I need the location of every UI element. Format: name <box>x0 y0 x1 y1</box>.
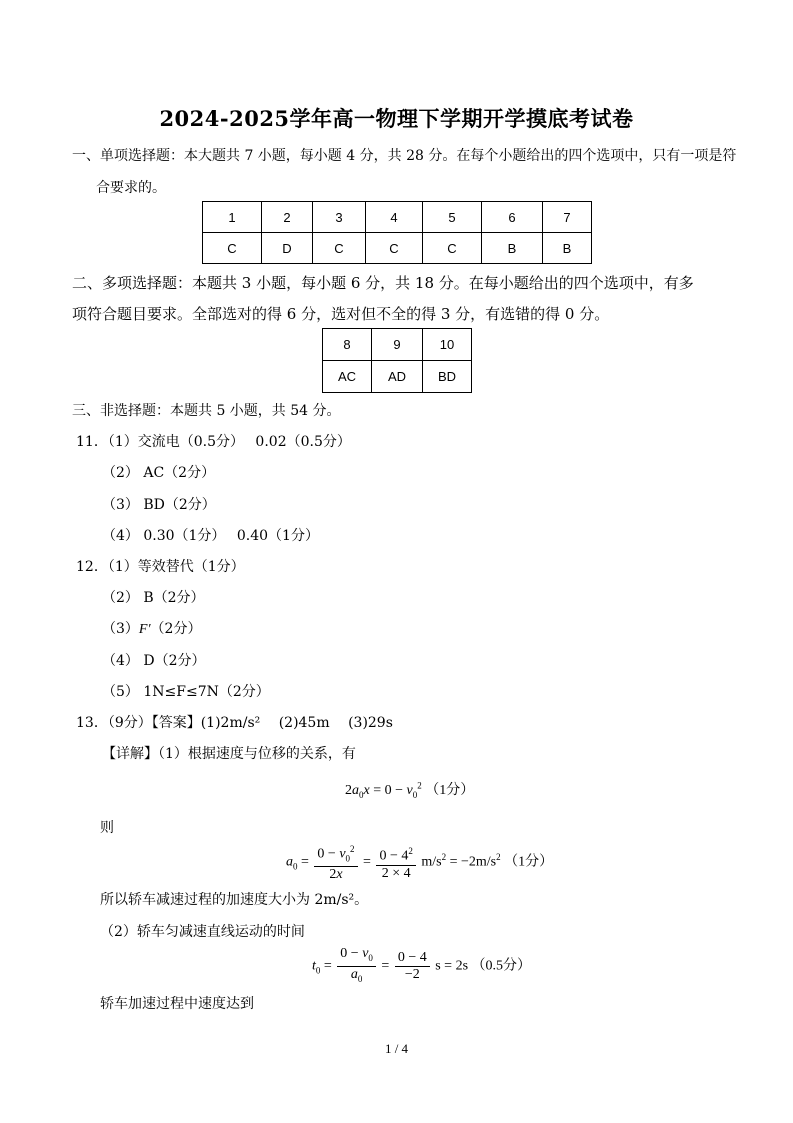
fraction: $\frac{0 - v_0}{a_0}$ <box>337 946 376 987</box>
table-cell: AC <box>323 361 372 393</box>
section3-heading: 三、非选择题：本题共 5 小题，共 54 分。 <box>72 403 341 419</box>
q13-accel-text: 轿车加速过程中速度达到 <box>100 996 254 1012</box>
table-cell: C <box>313 233 366 264</box>
q12-part1: 12．（1）等效替代（1分） <box>76 559 245 575</box>
table-cell: 8 <box>323 329 372 361</box>
table-row-answers <box>203 233 592 264</box>
table-cell: 5 <box>423 202 482 233</box>
section2-instructions-line2: 项符合题目要求。全部选对的得 6 分，选对但不全的得 3 分，有选错的得 0 分。 <box>72 305 610 323</box>
q13-part2-intro: （2）轿车匀减速直线运动的时间 <box>100 924 305 940</box>
page-title: 2024-2025学年高一物理下学期开学摸底考试卷 <box>159 106 634 131</box>
fraction: $\frac{0 - v_0^2}{2x}$ <box>314 841 357 883</box>
table-cell: AD <box>372 361 423 393</box>
page-number: 1 / 4 <box>384 1041 409 1056</box>
table-cell: B <box>543 233 592 264</box>
q11-part1: 11．（1）交流电（0.5分） 0.02（0.5分） <box>76 434 351 450</box>
table-cell: B <box>482 233 543 264</box>
q12-part2: （2） B（2分） <box>102 590 205 606</box>
multi-choice-answer-table <box>322 328 472 393</box>
table-cell: 6 <box>482 202 543 233</box>
q13-conclusion: 所以轿车减速过程的加速度大小为 2m/s²。 <box>100 892 369 908</box>
fraction: $\frac{0 - 4^2}{2 \times 4}$ <box>376 843 415 882</box>
then-label: 则 <box>100 820 114 836</box>
equation-1-body: $2a_0x = 0 - v_0^2$ <box>345 780 422 800</box>
table-cell: 3 <box>313 202 366 233</box>
q12-part3-score: （2分） <box>150 621 202 637</box>
q12-part4: （4） D（2分） <box>102 653 206 669</box>
table-cell: BD <box>423 361 472 393</box>
section1-instructions-line1: 一、单项选择题：本大题共 7 小题，每小题 4 分，共 28 分。在每个小题给出的四个选项中，只有一项是符 <box>72 148 737 164</box>
section2-instructions-line1: 二、多项选择题：本题共 3 小题，每小题 6 分，共 18 分。在每小题给出的四个选项中，有多 <box>72 274 694 292</box>
table-cell: 2 <box>262 202 313 233</box>
table-cell: C <box>203 233 262 264</box>
table-row-numbers <box>323 329 472 361</box>
table-cell: 10 <box>423 329 472 361</box>
table-cell: 9 <box>372 329 423 361</box>
table-cell: D <box>262 233 313 264</box>
q11-part3: （3） BD（2分） <box>102 497 216 513</box>
q13-answer-line: 13．（9分）【答案】(1)2m/s² (2)45m (3)29s <box>76 715 393 731</box>
table-cell: 7 <box>543 202 592 233</box>
single-choice-answer-table <box>202 201 592 264</box>
equation-2: $a_0$ = $\frac{0 - v_0^2}{2x}$ = $\frac{0 - 4^2}{2 \times 4}$ $m/s^2 = -2m/s^2$ （1分） <box>286 841 553 883</box>
q12-part5: （5） 1N≤F≤7N（2分） <box>102 684 270 700</box>
table-row-numbers <box>203 202 592 233</box>
equation-2-score: （1分） <box>504 854 554 870</box>
fraction: $\frac{0 - 4}{-2}$ <box>395 950 430 983</box>
table-cell: 4 <box>366 202 423 233</box>
equation-3: $t_0$ = $\frac{0 - v_0}{a_0}$ = $\frac{0 - 4}{-2}$ s = 2s （0.5分） <box>312 946 531 987</box>
q12-part3 <box>102 618 201 638</box>
table-cell: C <box>423 233 482 264</box>
equation-1-score: （1分） <box>425 783 475 798</box>
q13-detail-intro: 【详解】（1）根据速度与位移的关系，有 <box>102 746 356 762</box>
q11-part4: （4） 0.30（1分） 0.40（1分） <box>102 528 319 544</box>
table-cell: C <box>366 233 423 264</box>
q12-part3-variable: F′ <box>138 622 151 637</box>
q12-part3-label: （3） <box>102 621 139 637</box>
section1-instructions-line2: 合要求的。 <box>96 180 166 196</box>
table-cell: 1 <box>203 202 262 233</box>
equation-1 <box>345 779 474 800</box>
q11-part2: （2） AC（2分） <box>102 465 216 481</box>
table-row-answers <box>323 361 472 393</box>
equation-3-score: （0.5分） <box>471 958 532 974</box>
